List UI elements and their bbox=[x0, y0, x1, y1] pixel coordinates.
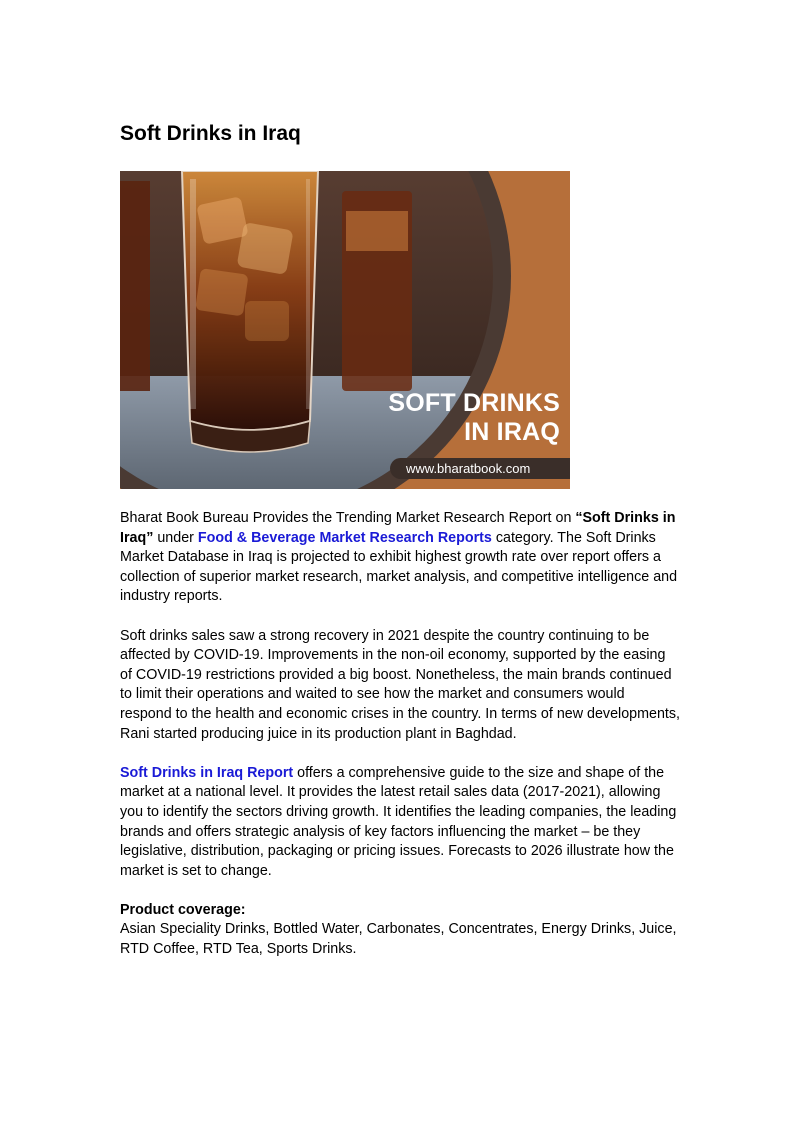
intro-paragraph bbox=[120, 509, 680, 607]
intro-suffix: category. The Soft Drinks Market Database in Iraq is projected to exhibit highest growth rate over report offers a collection of superior market research, market analysis, and competitive intelligence and industry reports. bbox=[120, 529, 678, 605]
article-body bbox=[120, 509, 680, 979]
report-link[interactable]: Soft Drinks in Iraq Report bbox=[120, 764, 294, 781]
report-description-paragraph bbox=[120, 764, 680, 882]
market-overview-paragraph: Soft drinks sales saw a strong recovery in 2021 despite the country continuing to be affected by COVID-19. Improvements in the non-oil economy, supported by the easing of COVID-19 restrictions provided a big boost. Nonetheless, the main brands continued to limit their operations and waited to see how the market and consumers would respond to the health and economic crises in the country. In terms of new developments, Rani started producing juice in its production plant in Baghdad. bbox=[120, 627, 681, 742]
banner-url: www.bharatbook.com bbox=[390, 458, 570, 479]
intro-middle: under bbox=[153, 529, 198, 546]
product-coverage-items: Asian Speciality Drinks, Bottled Water, Carbonates, Concentrates, Energy Drinks, Juice, RTD Coffee, RTD Tea, Sports Drinks. bbox=[120, 921, 677, 958]
banner-title bbox=[388, 389, 560, 447]
intro-prefix: Bharat Book Bureau Provides the Trending Market Research Report on bbox=[120, 510, 576, 526]
product-coverage-heading: Product coverage: bbox=[120, 901, 246, 918]
product-coverage-section bbox=[120, 901, 680, 960]
category-link[interactable]: Food & Beverage Market Research Reports bbox=[197, 529, 492, 546]
banner-title-line2: IN IRAQ bbox=[464, 418, 560, 446]
report-name: “Soft Drinks in Iraq” bbox=[120, 510, 676, 546]
banner-title-line1: SOFT DRINKS bbox=[388, 389, 560, 417]
banner-image bbox=[120, 171, 570, 489]
report-description-text: offers a comprehensive guide to the size and shape of the market at a national level. It provides the latest retail sales data (2017-2021), allowing you to identify the sectors driving growth. It identifies the leading companies, the leading brands and offers strategic analysis of key factors influencing the market – be they legislative, distribution, packaging or pricing issues. Forecasts to 2026 illustrate how the market is set to change. bbox=[120, 764, 677, 879]
page-title: Soft Drinks in Iraq bbox=[120, 122, 301, 145]
